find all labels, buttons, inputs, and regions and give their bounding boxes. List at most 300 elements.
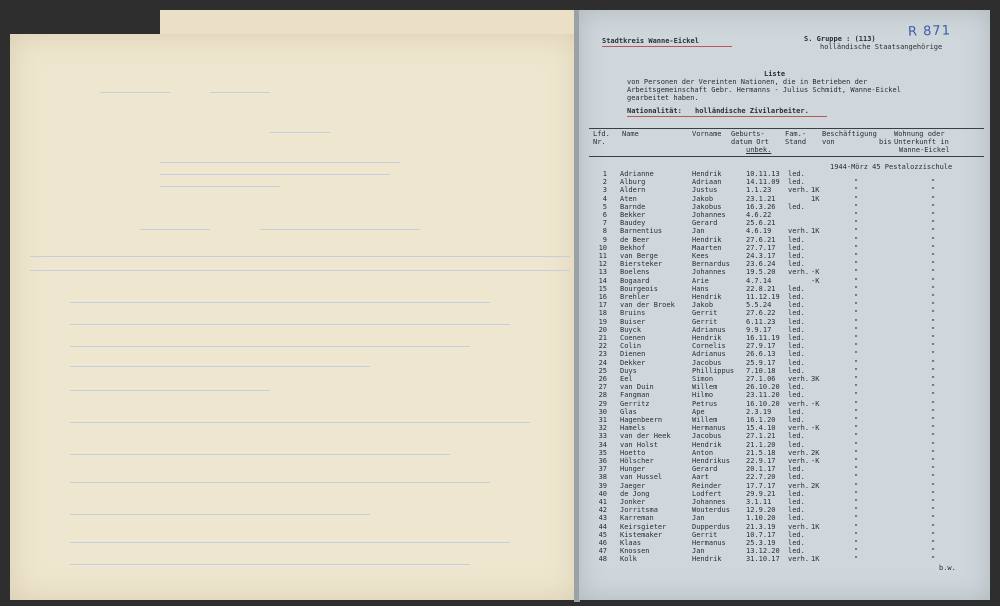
ditto-mark: " bbox=[854, 350, 859, 359]
row-firstname: Jan bbox=[692, 547, 705, 556]
table-row bbox=[579, 293, 990, 301]
row-surname: Bogaard bbox=[620, 276, 650, 285]
ditto-mark: " bbox=[931, 227, 936, 236]
ditto-mark: " bbox=[931, 498, 936, 506]
row-number: 17 bbox=[598, 301, 607, 310]
ditto-mark: " bbox=[854, 268, 859, 277]
ditto-mark: " bbox=[931, 219, 936, 228]
col-header-employ-to: bis bbox=[879, 138, 892, 146]
row-children: 2K bbox=[811, 448, 820, 457]
ditto-mark: " bbox=[931, 440, 936, 449]
ditto-mark: " bbox=[854, 227, 859, 236]
row-number: 35 bbox=[598, 448, 607, 457]
row-birthdate: 21.3.19 bbox=[746, 522, 776, 531]
row-firstname: Willem bbox=[692, 383, 718, 392]
ditto-mark: " bbox=[854, 219, 859, 228]
ditto-mark: " bbox=[931, 342, 936, 351]
ditto-mark: " bbox=[931, 202, 936, 211]
row-birthdate: 25.6.21 bbox=[746, 219, 776, 228]
row-birthdate: 6.11.23 bbox=[746, 317, 776, 326]
row-firstname: Jakob bbox=[692, 194, 714, 203]
ghost-line bbox=[210, 92, 270, 93]
ditto-mark: " bbox=[931, 350, 936, 359]
row-family-status: verh. bbox=[788, 522, 810, 531]
row-number: 29 bbox=[598, 399, 607, 408]
ditto-mark: " bbox=[854, 424, 859, 433]
ditto-mark: " bbox=[931, 375, 936, 383]
row-family-status: verh. bbox=[788, 186, 810, 195]
ditto-mark: " bbox=[854, 375, 859, 383]
row-surname: van der Heek bbox=[620, 432, 671, 441]
ditto-mark: " bbox=[931, 211, 936, 219]
header-right-sub: holländische Staatsangehörige bbox=[820, 43, 943, 51]
row-firstname: Wouterdus bbox=[692, 506, 730, 515]
ditto-mark: " bbox=[854, 506, 859, 515]
row-firstname: Anton bbox=[692, 448, 714, 457]
ditto-mark: " bbox=[931, 301, 936, 310]
row-birthdate: 1.1.23 bbox=[746, 186, 772, 195]
row-firstname: Gerrit bbox=[692, 530, 718, 539]
table-row bbox=[579, 236, 990, 244]
row-number: 2 bbox=[602, 178, 607, 187]
row-firstname: Jacobus bbox=[692, 358, 722, 367]
col-header-employ: Beschäftigung von bbox=[822, 130, 877, 146]
row-birthdate: 21.5.18 bbox=[746, 448, 776, 457]
ditto-mark: " bbox=[854, 465, 859, 474]
ditto-mark: " bbox=[931, 235, 936, 244]
table-row bbox=[579, 465, 990, 473]
ditto-mark: " bbox=[931, 539, 936, 547]
row-firstname: Justus bbox=[692, 186, 718, 195]
row-birthdate: 10.7.17 bbox=[746, 530, 776, 539]
row-surname: Knossen bbox=[620, 547, 650, 556]
row-firstname: Adrianus bbox=[692, 350, 726, 359]
row-family-status: led. bbox=[788, 547, 805, 556]
row-surname: Bekhof bbox=[620, 243, 646, 252]
ditto-mark: " bbox=[854, 334, 859, 342]
ditto-mark: " bbox=[854, 522, 859, 531]
row-firstname: Hendrik bbox=[692, 440, 722, 449]
ditto-mark: " bbox=[854, 498, 859, 506]
row-birthdate: 9.9.17 bbox=[746, 325, 772, 334]
ghost-line bbox=[160, 186, 280, 187]
ditto-mark: " bbox=[931, 489, 936, 498]
row-number: 13 bbox=[598, 268, 607, 277]
row-number: 41 bbox=[598, 498, 607, 506]
row-family-status: verh. bbox=[788, 227, 810, 236]
ghost-line bbox=[70, 390, 270, 391]
row-family-status: led. bbox=[788, 465, 805, 474]
row-birthdate: 22.7.20 bbox=[746, 473, 776, 482]
row-firstname: Hermanus bbox=[692, 424, 726, 433]
row-number: 19 bbox=[598, 317, 607, 326]
table-row bbox=[579, 457, 990, 465]
row-number: 44 bbox=[598, 522, 607, 531]
row-firstname: Hendrik bbox=[692, 170, 722, 178]
ditto-mark: " bbox=[854, 555, 859, 564]
row-birthdate: 27.6.22 bbox=[746, 309, 776, 318]
ditto-mark: " bbox=[854, 252, 859, 260]
ditto-mark: " bbox=[854, 317, 859, 326]
row-family-status: verh. bbox=[788, 399, 810, 408]
row-birthdate: 7.10.18 bbox=[746, 366, 776, 375]
row-birthdate: 22.9.17 bbox=[746, 457, 776, 465]
ditto-mark: " bbox=[854, 473, 859, 482]
row-family-status: led. bbox=[788, 539, 805, 547]
table-row bbox=[579, 227, 990, 235]
table-row bbox=[579, 506, 990, 514]
row-family-status: led. bbox=[788, 350, 805, 359]
ditto-mark: " bbox=[854, 399, 859, 408]
footer-continued: b.w. bbox=[939, 564, 956, 572]
ditto-mark: " bbox=[931, 424, 936, 433]
row-surname: Dienen bbox=[620, 350, 646, 359]
ditto-mark: " bbox=[854, 383, 859, 392]
underline-left bbox=[602, 46, 732, 47]
row-family-status: led. bbox=[788, 498, 805, 506]
ditto-mark: " bbox=[931, 391, 936, 400]
row-family-status: led. bbox=[788, 309, 805, 318]
row-surname: Coenen bbox=[620, 334, 646, 342]
ditto-mark: " bbox=[931, 252, 936, 260]
row-family-status: verh. bbox=[788, 555, 810, 564]
row-number: 38 bbox=[598, 473, 607, 482]
row-firstname: Hilmo bbox=[692, 391, 714, 400]
ditto-mark: " bbox=[931, 481, 936, 490]
row-birthdate: 17.7.17 bbox=[746, 481, 776, 490]
nationality-label: Nationalität: bbox=[627, 107, 682, 115]
row-surname: Eel bbox=[620, 375, 633, 383]
row-number: 22 bbox=[598, 342, 607, 351]
ghost-line bbox=[30, 256, 570, 257]
row-surname: Jaeger bbox=[620, 481, 646, 490]
row-children: -K bbox=[811, 399, 820, 408]
ghost-line bbox=[70, 482, 490, 483]
row-birthdate: 2.3.19 bbox=[746, 407, 772, 416]
ditto-mark: " bbox=[931, 186, 936, 195]
row-firstname: Reinder bbox=[692, 481, 722, 490]
row-surname: Bourgeois bbox=[620, 284, 658, 293]
row-firstname: Simon bbox=[692, 375, 714, 383]
row-birthdate: 13.12.20 bbox=[746, 547, 780, 556]
row-number: 5 bbox=[602, 202, 607, 211]
ditto-mark: " bbox=[854, 440, 859, 449]
row-firstname: Gerard bbox=[692, 219, 718, 228]
row-birthdate: 19.5.20 bbox=[746, 268, 776, 277]
row-birthdate: 20.1.17 bbox=[746, 465, 776, 474]
row-birthdate: 31.10.17 bbox=[746, 555, 780, 564]
row-number: 12 bbox=[598, 260, 607, 269]
row-firstname: Adrianus bbox=[692, 325, 726, 334]
row-firstname: Adriaan bbox=[692, 178, 722, 187]
row-number: 18 bbox=[598, 309, 607, 318]
header-right: S. Gruppe : (113) bbox=[804, 35, 876, 43]
table-row bbox=[579, 318, 990, 326]
row-family-status: led. bbox=[788, 432, 805, 441]
ditto-mark: " bbox=[854, 194, 859, 203]
row-surname: van Holst bbox=[620, 440, 658, 449]
row-birthdate: 24.3.17 bbox=[746, 252, 776, 260]
row-firstname: Hendrik bbox=[692, 555, 722, 564]
row-number: 42 bbox=[598, 506, 607, 515]
row-number: 9 bbox=[602, 235, 607, 244]
row-firstname: Dupperdus bbox=[692, 522, 730, 531]
row-number: 7 bbox=[602, 219, 607, 228]
row-number: 23 bbox=[598, 350, 607, 359]
row-surname: Hoetto bbox=[620, 448, 646, 457]
row-surname: Fangman bbox=[620, 391, 650, 400]
row-number: 36 bbox=[598, 457, 607, 465]
row-number: 47 bbox=[598, 547, 607, 556]
row-firstname: Hendrikus bbox=[692, 457, 730, 465]
row-firstname: Jakobus bbox=[692, 202, 722, 211]
row-birthdate: 4.7.14 bbox=[746, 276, 772, 285]
ghost-line bbox=[70, 564, 470, 565]
row-birthdate: 11.12.19 bbox=[746, 293, 780, 301]
row-surname: Jorritsma bbox=[620, 506, 658, 515]
table-row bbox=[579, 350, 990, 358]
row-number: 45 bbox=[598, 530, 607, 539]
row-number: 24 bbox=[598, 358, 607, 367]
row-birthdate: 21.1.20 bbox=[746, 440, 776, 449]
ditto-mark: " bbox=[854, 358, 859, 367]
row-number: 8 bbox=[602, 227, 607, 236]
ghost-line bbox=[70, 454, 450, 455]
ditto-mark: " bbox=[931, 293, 936, 301]
row-number: 15 bbox=[598, 284, 607, 293]
table-row bbox=[579, 252, 990, 260]
ghost-line bbox=[270, 132, 330, 133]
row-family-status: led. bbox=[788, 391, 805, 400]
row-firstname: Petrus bbox=[692, 399, 718, 408]
table-row bbox=[579, 203, 990, 211]
row-surname: Hagenbeern bbox=[620, 416, 663, 424]
col-header-first: Vorname bbox=[692, 130, 722, 138]
ghost-line bbox=[260, 229, 420, 230]
table-row bbox=[579, 400, 990, 408]
row-number: 26 bbox=[598, 375, 607, 383]
row-firstname: Cornelis bbox=[692, 342, 726, 351]
ditto-mark: " bbox=[854, 547, 859, 556]
row-number: 39 bbox=[598, 481, 607, 490]
ditto-mark: " bbox=[931, 448, 936, 457]
table-row bbox=[579, 539, 990, 547]
ditto-mark: " bbox=[931, 399, 936, 408]
row-surname: Alburg bbox=[620, 178, 646, 187]
ditto-mark: " bbox=[931, 194, 936, 203]
row-family-status: led. bbox=[788, 440, 805, 449]
row-number: 1 bbox=[602, 170, 607, 178]
row-number: 48 bbox=[598, 555, 607, 564]
ditto-mark: " bbox=[931, 284, 936, 293]
table-row bbox=[579, 490, 990, 498]
ghost-line bbox=[70, 324, 510, 325]
ditto-mark: " bbox=[854, 539, 859, 547]
ditto-mark: " bbox=[931, 547, 936, 556]
table-row bbox=[579, 523, 990, 531]
row-firstname: Johannes bbox=[692, 268, 726, 277]
row-family-status: led. bbox=[788, 530, 805, 539]
row-surname: Brehler bbox=[620, 293, 650, 301]
row-family-status: verh. bbox=[788, 375, 810, 383]
row-family-status: led. bbox=[788, 473, 805, 482]
row-firstname: Johannes bbox=[692, 498, 726, 506]
intro-line-3: gearbeitet haben. bbox=[627, 94, 699, 102]
row-firstname: Gerrit bbox=[692, 317, 718, 326]
table-row bbox=[579, 359, 990, 367]
ditto-mark: " bbox=[854, 448, 859, 457]
row-birthdate: 5.5.24 bbox=[746, 301, 772, 310]
ditto-mark: " bbox=[931, 334, 936, 342]
ditto-mark: " bbox=[854, 416, 859, 424]
ditto-mark: " bbox=[854, 284, 859, 293]
ditto-mark: " bbox=[931, 276, 936, 285]
row-children: 1K bbox=[811, 186, 820, 195]
row-number: 11 bbox=[598, 252, 607, 260]
row-family-status: verh. bbox=[788, 424, 810, 433]
ditto-mark: " bbox=[931, 432, 936, 441]
row-number: 14 bbox=[598, 276, 607, 285]
row-family-status: led. bbox=[788, 342, 805, 351]
table-row bbox=[579, 260, 990, 268]
row-surname: Kistemaker bbox=[620, 530, 663, 539]
table-row bbox=[579, 367, 990, 375]
table-row bbox=[579, 301, 990, 309]
ditto-mark: " bbox=[931, 383, 936, 392]
row-birthdate: 10.11.13 bbox=[746, 170, 780, 178]
row-birthdate: 27.9.17 bbox=[746, 342, 776, 351]
archive-stamp: R 871 bbox=[907, 23, 952, 40]
row-children: 1K bbox=[811, 555, 820, 564]
row-birthdate: 29.9.21 bbox=[746, 489, 776, 498]
ditto-mark: " bbox=[854, 342, 859, 351]
row-firstname: Kees bbox=[692, 252, 709, 260]
row-number: 43 bbox=[598, 514, 607, 523]
ditto-mark: " bbox=[854, 276, 859, 285]
table-row bbox=[579, 334, 990, 342]
row-birthdate: 15.4.10 bbox=[746, 424, 776, 433]
row-birthdate: 16.10.20 bbox=[746, 399, 780, 408]
row-birthdate: 16.11.19 bbox=[746, 334, 780, 342]
document-page bbox=[579, 10, 990, 600]
table-row bbox=[579, 383, 990, 391]
table-row bbox=[579, 449, 990, 457]
table-row bbox=[579, 285, 990, 293]
ghost-line bbox=[70, 366, 370, 367]
row-firstname: Hans bbox=[692, 284, 709, 293]
ghost-line bbox=[70, 302, 490, 303]
table-row bbox=[579, 531, 990, 539]
row-surname: Hölscher bbox=[620, 457, 654, 465]
row-number: 32 bbox=[598, 424, 607, 433]
row-surname: Boelens bbox=[620, 268, 650, 277]
ghost-line bbox=[70, 422, 530, 423]
table-row bbox=[579, 268, 990, 276]
col-header-nr: Lfd. Nr. bbox=[593, 130, 610, 146]
row-birthdate: 3.1.11 bbox=[746, 498, 772, 506]
row-surname: Barnentius bbox=[620, 227, 663, 236]
table-row bbox=[579, 424, 990, 432]
row-surname: van Duin bbox=[620, 383, 654, 392]
row-family-status: verh. bbox=[788, 481, 810, 490]
ditto-mark: " bbox=[854, 407, 859, 416]
ditto-mark: " bbox=[931, 506, 936, 515]
table-row bbox=[579, 514, 990, 522]
row-number: 46 bbox=[598, 539, 607, 547]
row-children: -K bbox=[811, 268, 820, 277]
ditto-mark: " bbox=[931, 268, 936, 277]
row-number: 30 bbox=[598, 407, 607, 416]
ditto-mark: " bbox=[931, 416, 936, 424]
ditto-mark: " bbox=[931, 309, 936, 318]
ghost-line bbox=[70, 514, 370, 515]
row-number: 40 bbox=[598, 489, 607, 498]
ditto-mark: " bbox=[931, 530, 936, 539]
ghost-line bbox=[70, 542, 510, 543]
row-children: 1K bbox=[811, 227, 820, 236]
row-family-status: led. bbox=[788, 260, 805, 269]
ditto-mark: " bbox=[931, 465, 936, 474]
row-surname: Baudey bbox=[620, 219, 646, 228]
row-firstname: Aart bbox=[692, 473, 709, 482]
row-birthdate: 27.6.21 bbox=[746, 235, 776, 244]
row-firstname: Ape bbox=[692, 407, 705, 416]
row-family-status: verh. bbox=[788, 457, 810, 465]
intro-line-2: Arbeitsgemeinschaft Gebr. Hermanns - Julius Schmidt, Wanne-Eickel bbox=[627, 86, 901, 94]
row-birthdate: 26.6.13 bbox=[746, 350, 776, 359]
row-firstname: Lodfert bbox=[692, 489, 722, 498]
row-firstname: Arie bbox=[692, 276, 709, 285]
table-row bbox=[579, 211, 990, 219]
row-surname: Gerritz bbox=[620, 399, 650, 408]
table-row bbox=[579, 195, 990, 203]
ditto-mark: " bbox=[854, 489, 859, 498]
ditto-mark: " bbox=[931, 407, 936, 416]
row-family-status: led. bbox=[788, 235, 805, 244]
row-firstname: Jan bbox=[692, 227, 705, 236]
row-family-status: led. bbox=[788, 407, 805, 416]
row-firstname: Hendrik bbox=[692, 334, 722, 342]
row-birthdate: 25.9.17 bbox=[746, 358, 776, 367]
row-surname: Bruins bbox=[620, 309, 646, 318]
table-row bbox=[579, 170, 990, 178]
row-number: 3 bbox=[602, 186, 607, 195]
row-firstname: Jakob bbox=[692, 301, 714, 310]
row-birthdate: 14.11.09 bbox=[746, 178, 780, 187]
row-surname: Aldern bbox=[620, 186, 646, 195]
row-number: 33 bbox=[598, 432, 607, 441]
row-surname: Colin bbox=[620, 342, 642, 351]
row-number: 27 bbox=[598, 383, 607, 392]
row-birthdate: 4.6.22 bbox=[746, 211, 772, 219]
row-family-status: led. bbox=[788, 301, 805, 310]
row-family-status: led. bbox=[788, 416, 805, 424]
row-surname: Aten bbox=[620, 194, 637, 203]
table-row bbox=[579, 441, 990, 449]
col-header-fam: Fam.- Stand bbox=[785, 130, 807, 146]
table-row bbox=[579, 482, 990, 490]
ghost-line bbox=[160, 174, 390, 175]
row-family-status: led. bbox=[788, 284, 805, 293]
ditto-mark: " bbox=[931, 325, 936, 334]
row-number: 28 bbox=[598, 391, 607, 400]
ditto-mark: " bbox=[931, 555, 936, 564]
row-number: 34 bbox=[598, 440, 607, 449]
ditto-mark: " bbox=[931, 317, 936, 326]
row-firstname: Willem bbox=[692, 416, 718, 424]
row-surname: Glas bbox=[620, 407, 637, 416]
ditto-mark: " bbox=[854, 514, 859, 523]
